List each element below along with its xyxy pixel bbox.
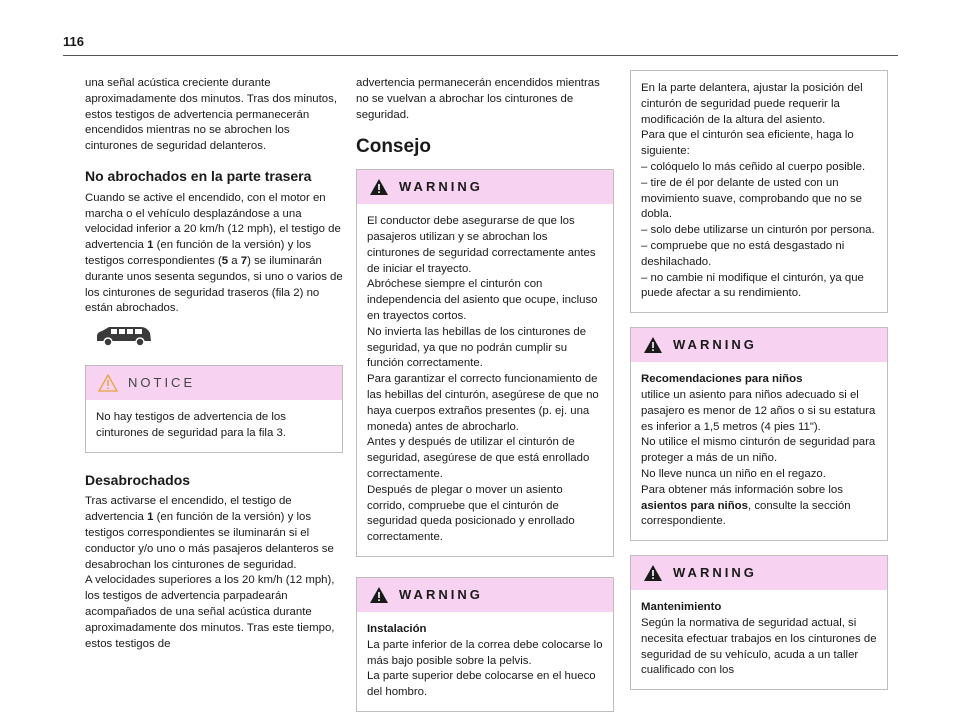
page-number: 116 <box>63 34 84 49</box>
warning-box-2-body <box>357 612 613 711</box>
warning-box-4-body <box>631 590 887 689</box>
column-1 <box>85 76 343 652</box>
warning-box-4-header <box>631 556 887 590</box>
rear-heading: No abrochados en la parte trasera <box>85 167 312 184</box>
installation-heading: Instalación <box>367 622 427 635</box>
warning-title: WARNING <box>399 179 483 195</box>
maintenance-heading: Mantenimiento <box>641 601 722 614</box>
col2-intro: advertencia permanecerán encendidos mientras no se vuelvan a abrochar los cinturones de seguridad. <box>356 77 600 121</box>
warning-box-4 <box>630 555 888 690</box>
advice-box <box>630 70 888 313</box>
rear-paragraph: Cuando se active el encendido, con el motor en marcha o el vehículo desplazándose a una velocidad inferior a 20 km/h (12 mph), el testigo de advertencia 1 (en función de la versión) y los testigos correspondientes (5 a 7) se iluminarán durante unos sesenta segundos, si uno o varios de los cinturones de seguridad traseros (fila 2) no están abrochados. <box>85 191 343 315</box>
warning-triangle-icon <box>643 336 663 354</box>
advice-heading: Consejo <box>356 136 431 158</box>
column-3 <box>630 76 888 690</box>
notice-body: No hay testigos de advertencia de los cinturones de seguridad para la fila 3. <box>96 410 286 439</box>
unbuckled-paragraph-2: A velocidades superiores a los 20 km/h (12 mph), los testigos de advertencia parpadearán acompañados de una señal acústica durante aproximadamente dos minutos. Tras este tiempo, estos testigos de <box>85 574 335 650</box>
unbuckled-paragraph-1: Tras activarse el encendido, el testigo de advertencia 1 (en función de la versión) y los testigos correspondientes se iluminarán si el conductor y/o uno o más pasajeros delanteros se desabrochan los cinturones de seguridad. <box>85 495 334 571</box>
warning-box-1-body: El conductor debe asegurarse de que los pasajeros utilizan y se abrochan los cinturones de seguridad correctamente antes de iniciar el trayecto. Abróchese siempre el cinturón con independencia del asiento que ocupe, incluso en trayectos cortos. No invierta las hebillas de los cinturones de seguridad, ya que no podrán cumplir su función correctamente. Para garantizar el correcto funcionamiento de las hebillas del cinturón, asegúrese de que no haya cuerpos extraños presentes (p. ej. una moneda) antes de abrocharlo. Antes y después de utilizar el cinturón de seguridad, asegúrese de que está enrollado correctamente. Después de plegar o mover un asiento corrido, compruebe que el cinturón de seguridad queda posicionado y enrollado correctamente. <box>367 215 599 544</box>
warning-box-1-header <box>357 170 613 204</box>
warning-box-2 <box>356 577 614 712</box>
advice-box-body: En la parte delantera, ajustar la posición del cinturón de seguridad puede requerir la modificación de la altura del asiento. Para que el cinturón sea eficiente, haga lo siguiente: – colóquelo lo más ceñido al cuerpo posible. – tire de él por delante de usted con un movimiento suave, comprobando que no se dobla. – solo debe utilizarse un cinturón por persona. – compruebe que no está desgastado ni deshilachado. – no cambie ni modifique el cinturón, ya que puede afectar a su rendimiento. <box>641 82 875 300</box>
warning-box-3-body <box>631 362 887 540</box>
unbuckled-heading: Desabrochados <box>85 471 191 488</box>
warning-triangle-icon <box>369 178 389 196</box>
notice-box <box>85 365 343 453</box>
warning-title: WARNING <box>673 565 757 581</box>
installation-text: La parte inferior de la correa debe colocarse lo más bajo posible sobre la pelvis. La parte superior debe colocarse en el hueco del hombro. <box>367 638 603 699</box>
notice-title: NOTICE <box>128 375 196 391</box>
warning-box-3 <box>630 327 888 541</box>
header-divider <box>63 55 898 56</box>
notice-triangle-icon <box>98 374 118 392</box>
col1-intro: una señal acústica creciente durante aproximadamente dos minutos. Tras dos minutos, estos testigos de advertencia permanecerán encendidos mientras no se abrochen los cinturones de seguridad delanteros. <box>85 77 337 153</box>
warning-box-3-header <box>631 328 887 362</box>
warning-triangle-icon <box>369 586 389 604</box>
warning-box-2-header <box>357 578 613 612</box>
column-2 <box>356 76 614 712</box>
warning-title: WARNING <box>399 587 483 603</box>
notice-box-header <box>86 366 342 400</box>
children-text: utilice un asiento para niños adecuado si el pasajero es menor de 12 años o si su estatura es inferior a 1,5 metros (4 pies 11"). No utilice el mismo cinturón de seguridad para proteger a más de un niño. No lleve nunca un niño en el regazo. Para obtener más información sobre los asientos para niños, consulte la sección correspondiente. <box>641 388 876 528</box>
car-side-icon <box>95 325 343 353</box>
children-heading: Recomendaciones para niños <box>641 373 803 386</box>
warning-triangle-icon <box>643 564 663 582</box>
maintenance-text: Según la normativa de seguridad actual, si necesita efectuar trabajos en los cinturones de seguridad de su vehículo, acuda a un taller cualificado con los <box>641 616 877 677</box>
warning-title: WARNING <box>673 337 757 353</box>
warning-box-1 <box>356 169 614 557</box>
